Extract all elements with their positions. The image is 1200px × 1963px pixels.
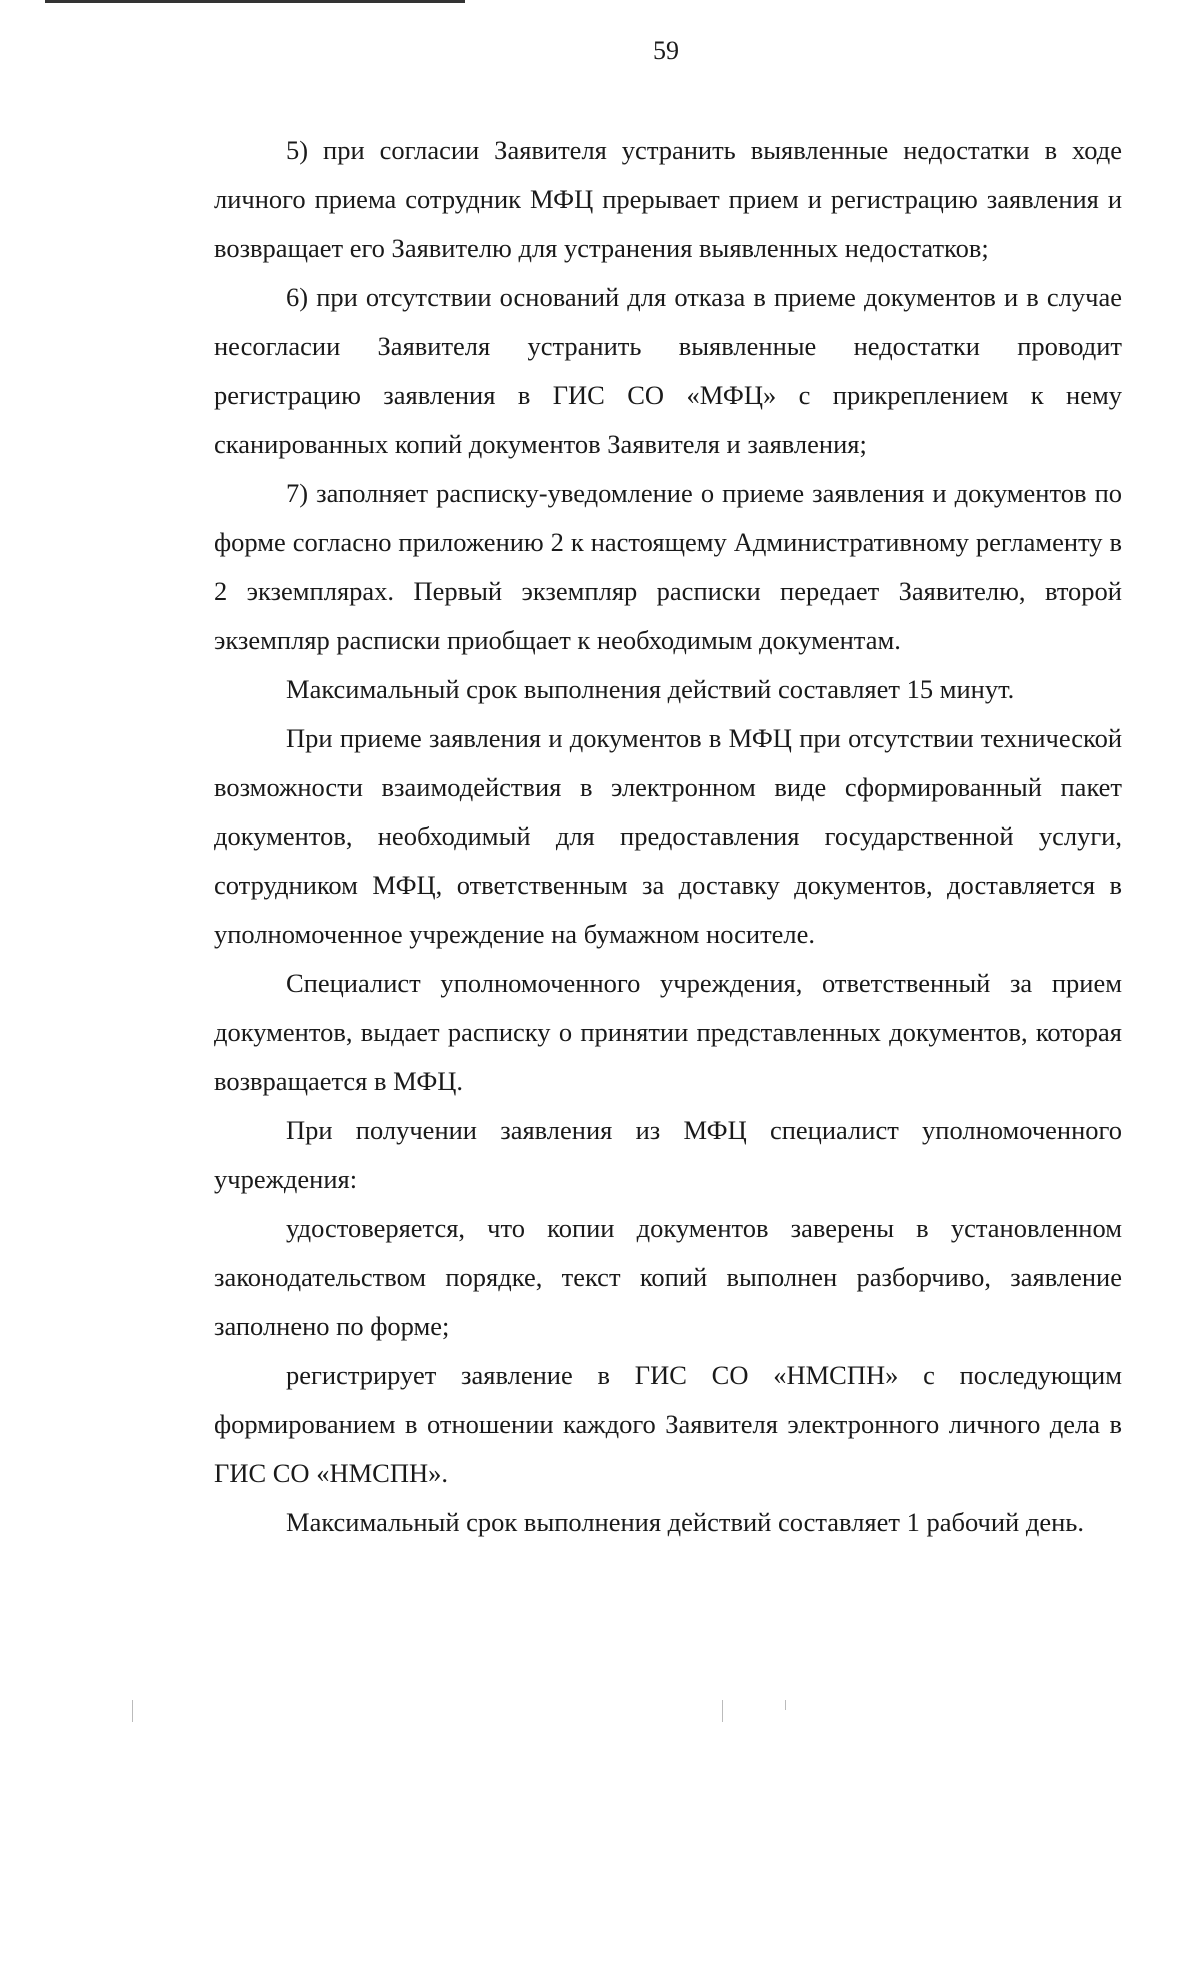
scan-artifacts — [0, 1700, 1200, 1740]
paragraph-item-6: 6) при отсутствии оснований для отказа в приеме документов и в случае несогласии Заявителя устранить выявленные недостатки проводит регистрацию заявления в ГИС СО «МФЦ» с прикреплением к нему сканированных копий документов Заявителя и заявления; — [214, 282, 1122, 459]
paragraph-registers: регистрирует заявление в ГИС СО «НМСПН» с последующим формированием в отношении каждого Заявителя электронного личного дела в ГИС СО «НМСПН». — [214, 1360, 1122, 1488]
paragraph-paper-delivery: При приеме заявления и документов в МФЦ при отсутствии технической возможности взаимодействия в электронном виде сформированный пакет документов, необходимый для предоставления государственной услуги, сотрудником МФЦ, ответственным за доставку документов, доставляется в уполномоченное учреждение на бумажном носителе. — [214, 723, 1122, 949]
paragraph-time-limit-15-min: Максимальный срок выполнения действий составляет 15 минут. — [286, 674, 1015, 704]
paragraph-item-5: 5) при согласии Заявителя устранить выявленные недостатки в ходе личного приема сотрудник МФЦ прерывает прием и регистрацию заявления и возвращает его Заявителю для устранения выявленных недостатков; — [214, 135, 1122, 263]
paragraph-item-7: 7) заполняет расписку-уведомление о приеме заявления и документов по форме согласно приложению 2 к настоящему Административному регламенту в 2 экземплярах. Первый экземпляр расписки передает Заявителю, второй экземпляр расписки приобщает к необходимым документам. — [214, 478, 1122, 655]
page-number: 59 — [653, 36, 679, 65]
paragraph-verifies: удостоверяется, что копии документов заверены в установленном законодательством порядке, текст копий выполнен разборчиво, заявление заполнено по форме; — [214, 1213, 1122, 1341]
scan-mark — [785, 1700, 786, 1710]
paragraph-time-limit-1-day: Максимальный срок выполнения действий составляет 1 рабочий день. — [286, 1507, 1084, 1537]
scan-mark — [132, 1700, 133, 1722]
top-border-line — [45, 0, 465, 3]
paragraph-on-receipt: При получении заявления из МФЦ специалист уполномоченного учреждения: — [214, 1115, 1122, 1194]
paragraph-specialist-receipt: Специалист уполномоченного учреждения, ответственный за прием документов, выдает расписку о принятии представленных документов, которая возвращается в МФЦ. — [214, 968, 1122, 1096]
document-body — [214, 126, 1122, 1547]
scan-mark — [722, 1700, 723, 1722]
